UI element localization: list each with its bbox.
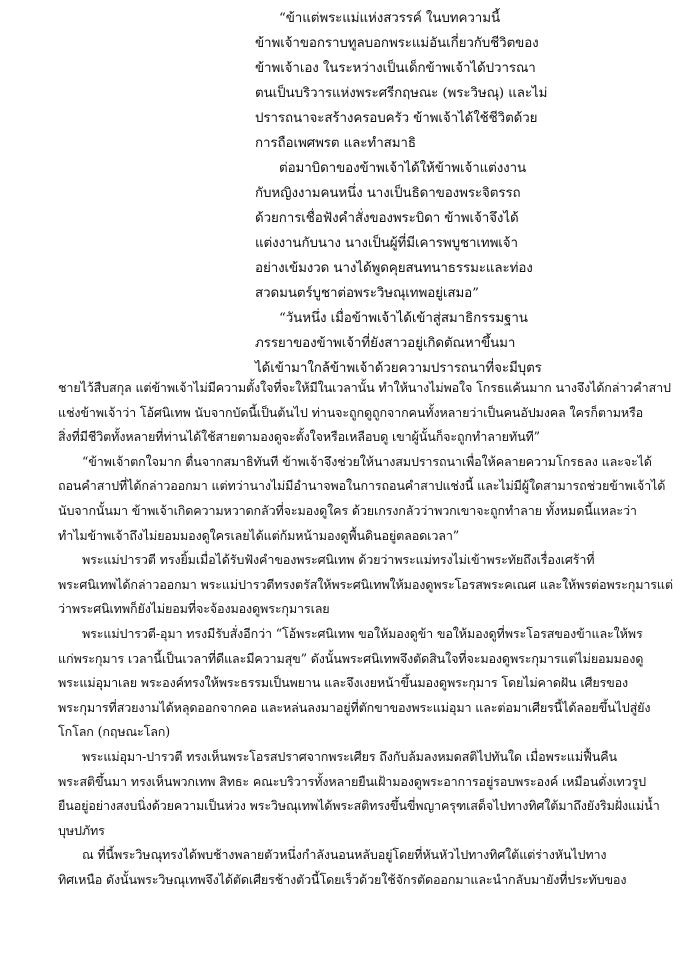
- paragraph-line: ตนเป็นบริวารแห่งพระศรีกฤษณะ (พระวิษณุ) และไม่: [255, 86, 548, 101]
- paragraph-line: “ข้าพเจ้าตกใจมาก ตื่นจากสมาธิทันที ข้าพเจ้าจึงช่วยให้นางสมปรารถนาเพื่อให้คลายความโกรธลง และจะได้: [82, 453, 652, 469]
- paragraph-line: สวดมนตร์บูชาต่อพระวิษณุเทพอยู่เสมอ”: [255, 286, 479, 301]
- paragraph-line: ข้าพเจ้าเอง ในระหว่างเป็นเด็กข้าพเจ้าได้ปวารณา: [255, 61, 536, 76]
- paragraph-line: “วันหนึ่ง เมื่อข้าพเจ้าได้เข้าสู่สมาธิกรรมฐาน: [279, 311, 528, 326]
- paragraph-line: อย่างเข้มงวด นางได้พูดคุยสนทนาธรรมะและท่อง: [255, 261, 533, 276]
- paragraph-line: กับหญิงงามคนหนึ่ง นางเป็นธิดาของพระจิตรรถ: [255, 186, 521, 201]
- paragraph-line: แต่งงานกับนาง นางเป็นผู้ที่มีเคารพบูชาเทพเจ้า: [255, 236, 518, 251]
- paragraph-line: ปรารถนาจะสร้างครอบครัว ข้าพเจ้าได้ใช้ชีวิตด้วย: [255, 111, 538, 126]
- paragraph-line: การถือเพศพรต และทำสมาธิ: [255, 136, 416, 151]
- paragraph-line: พระแม่อุมาเลย พระองค์ทรงให้พระธรรมเป็นพยาน และจึงเงยหน้าขึ้นมองดูพระกุมาร โดยไม่คาดฝัน เศียรของ: [58, 675, 629, 691]
- paragraph-line: พระสติขึ้นมา ทรงเห็นพวกเทพ สิทธะ คณะบริวารทั้งหลายยืนเฝ้ามองดูพระอาการอยู่รอบพระองค์ เหมือนดั่งเทวรูป: [58, 773, 647, 789]
- paragraph-line: แช่งข้าพเจ้าว่า โอ้ศนิเทพ นับจากบัดนี้เป็นต้นไป ท่านจะถูกดูถูกจากคนทั้งหลายว่าเป็นคนอัปมงคล ใครก็ตามหรือ: [58, 404, 644, 420]
- paragraph-line: ด้วยการเชื่อฟังคำสั่งของพระบิดา ข้าพเจ้าจึงได้: [255, 211, 519, 226]
- paragraph-line: นับจากนั้นมา ข้าพเจ้าเกิดความหวาดกลัวที่จะมองดูใคร ด้วยเกรงกลัวว่าพวกเขาจะถูกทำลาย ทั้งหมดนี้แหละว่า: [58, 502, 637, 518]
- paragraph-line: สิ่งที่มีชีวิตทั้งหลายที่ท่านได้ใช้สายตามองดูจะตั้งใจหรือเหลือบดู เขาผู้นั้นก็จะถูกทำลายทันที”: [58, 429, 540, 445]
- paragraph-line: พระศนิเทพได้กล่าวออกมา พระแม่ปารวตีทรงตรัสให้พระศนิเทพให้มองดูพระโอรสพระคเณศ และให้พรต่อพระกุมารแต่: [58, 576, 673, 592]
- paragraph-line: บุษปภัทร: [58, 822, 105, 838]
- body-text-block: [58, 376, 673, 892]
- paragraph-line: ได้เข้ามาใกล้ข้าพเจ้าด้วยความปรารถนาที่จะมีบุตร: [255, 361, 542, 376]
- paragraph-line: ทำไมข้าพเจ้าถึงไม่ยอมมองดูใครเลยได้แต่ก้มหน้ามองดูพื้นดินอยู่ตลอดเวลา”: [58, 527, 460, 543]
- paragraph-line: พระแม่ปารวตี-อุมา ทรงมีรับสั่งอีกว่า “โอ้พระศนิเทพ ขอให้มองดูข้า ขอให้มองดูที่พระโอรสของข้าและให้พร: [82, 625, 643, 641]
- paragraph-line: พระแม่อุมา-ปารวตี ทรงเห็นพระโอรสปราศจากพระเศียร ถึงกับล้มลงหมดสติไปทันใด เมื่อพระแม่ฟื้นคืน: [82, 748, 617, 764]
- paragraph-line: ข้าพเจ้าขอกราบทูลบอกพระแม่อันเกี่ยวกับชีวิตของ: [255, 36, 539, 51]
- paragraph-line: ณ ที่นี้พระวิษณุทรงได้พบช้างพลายตัวหนึ่งกำลังนอนหลับอยู่โดยที่หันหัวไปทางทิศใต้แต่ร่างหันไปทาง: [82, 847, 607, 863]
- paragraph-line: ยืนอยู่อย่างสงบนิ่งด้วยความเป็นห่วง พระวิษณุเทพได้พระสติทรงขึ้นขี่พญาครุฑเสด็จไปทางทิศใต้มาถึงยังริมฝั่งแม่น้ำ: [58, 798, 660, 814]
- paragraph-line: ภรรยาของข้าพเจ้าที่ยังสาวอยู่เกิดตัณหาขึ้นมา: [255, 336, 516, 351]
- paragraph-line: ต่อมาบิดาของข้าพเจ้าได้ให้ข้าพเจ้าแต่งงาน: [279, 161, 527, 176]
- paragraph-line: พระกุมารที่สวยงามได้หลุดออกจากคอ และหล่นลงมาอยู่ที่ตักขาของพระแม่อุมา และต่อมาเศียรนี้ได้ลอยขึ้นไปสู่ยัง: [58, 699, 651, 715]
- indented-quote-block: [255, 6, 615, 381]
- paragraph-line: ชายไว้สืบสกุล แต่ข้าพเจ้าไม่มีความตั้งใจที่จะให้มีในเวลานั้น ทำให้นางไม่พอใจ โกรธแค้นมาก นางจึงได้กล่าวคำสาป: [58, 380, 671, 395]
- paragraph-line: พระแม่ปารวตี ทรงยิ้มเมื่อได้รับฟังคำของพระศนิเทพ ด้วยว่าพระแม่ทรงไม่เข้าพระทัยถึงเรื่องเศร้าที่: [82, 552, 595, 568]
- paragraph-line: โกโลก (กฤษณะโลก): [58, 724, 171, 740]
- paragraph-line: “ข้าแต่พระแม่แห่งสวรรค์ ในบทความนี้: [279, 11, 500, 26]
- paragraph-line: ถอนคำสาปที่ได้กล่าวออกมา แต่ทว่านางไม่มีอำนาจพอในการถอนคำสาปแช่งนี้ และไม่มีผู้ใดสามารถช่วยข้าพเจ้าได้: [58, 478, 666, 494]
- paragraph-line: ว่าพระศนิเทพก็ยังไม่ยอมที่จะจ้องมองดูพระกุมารเลย: [58, 601, 330, 617]
- paragraph-line: แก่พระกุมาร เวลานี้เป็นเวลาที่ดีและมีความสุข” ดังนั้นพระศนิเทพจึงตัดสินใจที่จะมองดูพระกุมารแต่ไม่ยอมมองดู: [58, 650, 644, 666]
- paragraph-line: ทิศเหนือ ดังนั้นพระวิษณุเทพจึงได้ตัดเศียรช้างตัวนี้โดยเร็วด้วยใช้จักรตัดออกมาและนำกลับมายังที่ประทับของ: [58, 871, 627, 887]
